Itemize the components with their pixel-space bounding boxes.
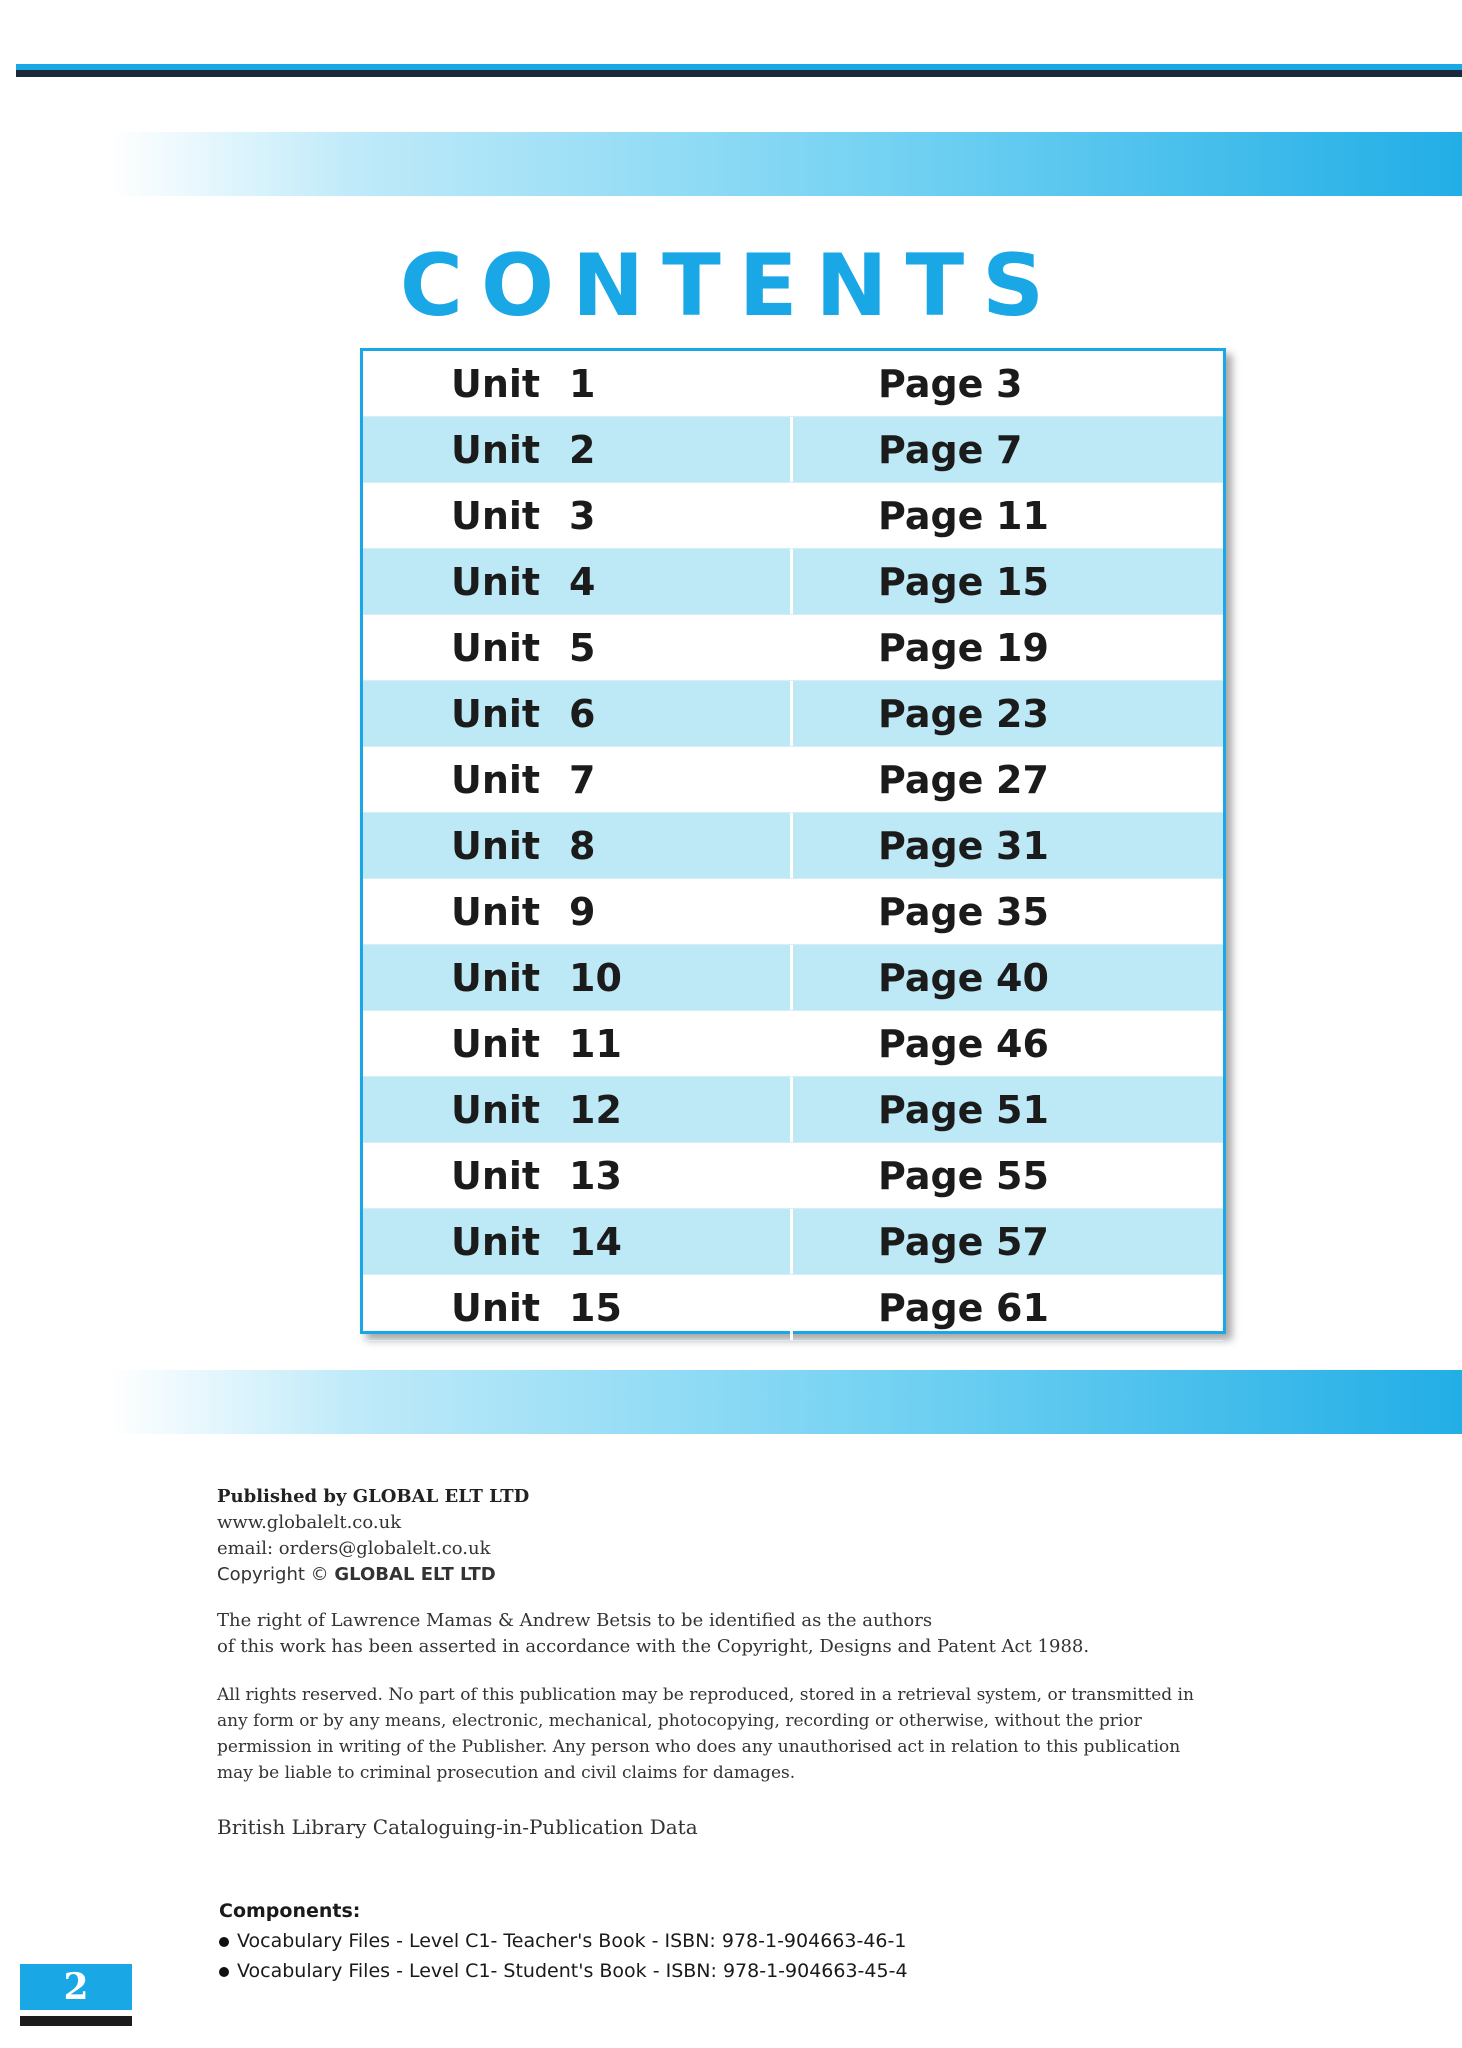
toc-unit-cell: [363, 351, 793, 416]
toc-page-number: 55: [996, 1153, 1049, 1198]
toc-unit-label: Unit: [451, 427, 541, 472]
toc-unit-cell: [363, 417, 793, 482]
toc-unit-number: 1: [569, 361, 596, 406]
toc-unit-number: 8: [569, 823, 596, 868]
toc-unit-cell: [363, 813, 793, 878]
toc-unit-number: 9: [569, 889, 596, 934]
toc-unit-number: 2: [569, 427, 596, 472]
copyright-line: [217, 1562, 1217, 1588]
toc-row: [363, 813, 1223, 879]
toc-unit-label: Unit: [451, 1285, 541, 1330]
toc-page-number: 11: [996, 493, 1049, 538]
top-rule: [16, 64, 1462, 77]
toc-page-label: Page: [878, 955, 984, 1000]
toc-page-label: Page: [878, 361, 984, 406]
toc-page-label: Page: [878, 625, 984, 670]
toc-unit-cell: [363, 1209, 793, 1274]
toc-page-label: Page: [878, 1285, 984, 1330]
toc-unit-label: Unit: [451, 1153, 541, 1198]
publisher-email: email: orders@globalelt.co.uk: [217, 1538, 491, 1559]
toc-unit-number: 14: [569, 1219, 622, 1264]
toc-row: [363, 879, 1223, 945]
toc-unit-number: 7: [569, 757, 596, 802]
toc-page-number: 31: [996, 823, 1049, 868]
bullet-icon: [219, 1967, 229, 1977]
toc-unit-cell: [363, 747, 793, 812]
toc-row: [363, 1077, 1223, 1143]
copyright-prefix: Copyright ©: [217, 1564, 335, 1585]
toc-row: [363, 417, 1223, 483]
toc-unit-label: Unit: [451, 691, 541, 736]
toc-page-label: Page: [878, 1087, 984, 1132]
toc-unit-number: 10: [569, 955, 622, 1000]
toc-unit-number: 11: [569, 1021, 622, 1066]
toc-unit-cell: [363, 1011, 793, 1076]
toc-page-number: 15: [996, 559, 1049, 604]
component-item-text: Vocabulary Files - Level C1- Teacher's Book - ISBN: 978-1-904663-46-1: [237, 1930, 907, 1952]
component-item: [219, 1956, 908, 1986]
page-number-badge: [20, 1964, 132, 2028]
toc-page-number: 57: [996, 1219, 1049, 1264]
toc-row: [363, 351, 1223, 417]
bullet-icon: [219, 1937, 229, 1947]
component-item: [219, 1926, 908, 1956]
toc-unit-number: 13: [569, 1153, 622, 1198]
toc-page-cell: [793, 1209, 1223, 1274]
toc-row: [363, 1143, 1223, 1209]
toc-unit-label: Unit: [451, 493, 541, 538]
toc-page-cell: [793, 417, 1223, 482]
toc-row: [363, 681, 1223, 747]
toc-page-cell: [793, 1275, 1223, 1340]
toc-page-label: Page: [878, 691, 984, 736]
toc-unit-label: Unit: [451, 1087, 541, 1132]
page-number-bar: [20, 2016, 132, 2026]
toc-unit-cell: [363, 945, 793, 1010]
toc-unit-number: 5: [569, 625, 596, 670]
toc-row: [363, 1275, 1223, 1341]
toc-page-number: 19: [996, 625, 1049, 670]
toc-unit-label: Unit: [451, 625, 541, 670]
toc-unit-cell: [363, 1275, 793, 1340]
copyright-holder: GLOBAL ELT LTD: [334, 1564, 496, 1585]
toc-row: [363, 1011, 1223, 1077]
toc-page-cell: [793, 615, 1223, 680]
toc-unit-cell: [363, 681, 793, 746]
toc-page-cell: [793, 351, 1223, 416]
authors-line-1: The right of Lawrence Mamas & Andrew Betsis to be identified as the authors: [217, 1610, 933, 1631]
toc-unit-cell: [363, 1077, 793, 1142]
components-heading: Components:: [219, 1900, 361, 1922]
contents-table: [360, 348, 1226, 1334]
toc-page-label: Page: [878, 559, 984, 604]
toc-unit-cell: [363, 549, 793, 614]
page-title: CONTENTS: [399, 236, 1063, 336]
toc-unit-cell: [363, 483, 793, 548]
toc-page-number: 61: [996, 1285, 1049, 1330]
toc-page-label: Page: [878, 889, 984, 934]
top-gradient-band: [110, 132, 1462, 196]
page-number: 2: [20, 1964, 132, 2010]
toc-row: [363, 483, 1223, 549]
toc-page-label: Page: [878, 493, 984, 538]
toc-page-number: 35: [996, 889, 1049, 934]
toc-page-cell: [793, 1011, 1223, 1076]
bottom-gradient-band: [110, 1370, 1462, 1434]
published-by: Published by GLOBAL ELT LTD: [217, 1486, 530, 1507]
toc-row: [363, 1209, 1223, 1275]
toc-page-cell: [793, 945, 1223, 1010]
toc-page-number: 7: [996, 427, 1023, 472]
cataloguing-data: British Library Cataloguing-in-Publication Data: [217, 1815, 698, 1839]
toc-page-label: Page: [878, 823, 984, 868]
component-item-text: Vocabulary Files - Level C1- Student's Book - ISBN: 978-1-904663-45-4: [237, 1960, 908, 1982]
components-list: [219, 1900, 908, 1986]
authors-line-2: of this work has been asserted in accordance with the Copyright, Designs and Patent Act 1988.: [217, 1636, 1090, 1657]
toc-page-cell: [793, 1143, 1223, 1208]
publisher-info: [217, 1484, 1217, 1840]
toc-unit-number: 15: [569, 1285, 622, 1330]
toc-unit-label: Unit: [451, 889, 541, 934]
rights-statement: All rights reserved. No part of this publication may be reproduced, stored in a retrieval system, or transmitted in any form or by any means, electronic, mechanical, photocopying, recording or otherwise, without the prior permission in writing of the Publisher. Any person who does any unauthorised act in relation to this publication may be liable to criminal prosecution and civil claims for damages.: [217, 1685, 1194, 1783]
toc-unit-label: Unit: [451, 955, 541, 1000]
toc-unit-label: Unit: [451, 823, 541, 868]
toc-page-cell: [793, 879, 1223, 944]
toc-page-cell: [793, 1077, 1223, 1142]
toc-unit-cell: [363, 1143, 793, 1208]
toc-page-number: 27: [996, 757, 1049, 802]
toc-row: [363, 945, 1223, 1011]
toc-page-number: 51: [996, 1087, 1049, 1132]
toc-page-number: 40: [996, 955, 1049, 1000]
toc-page-label: Page: [878, 1021, 984, 1066]
toc-page-number: 46: [996, 1021, 1049, 1066]
toc-page-cell: [793, 483, 1223, 548]
toc-page-label: Page: [878, 427, 984, 472]
toc-page-cell: [793, 747, 1223, 812]
toc-unit-number: 4: [569, 559, 596, 604]
toc-unit-cell: [363, 879, 793, 944]
toc-page-cell: [793, 813, 1223, 878]
toc-unit-label: Unit: [451, 559, 541, 604]
toc-page-cell: [793, 681, 1223, 746]
toc-page-label: Page: [878, 1219, 984, 1264]
toc-unit-label: Unit: [451, 1219, 541, 1264]
toc-page-label: Page: [878, 1153, 984, 1198]
toc-unit-number: 3: [569, 493, 596, 538]
toc-row: [363, 615, 1223, 681]
publisher-website: www.globalelt.co.uk: [217, 1512, 402, 1533]
toc-page-number: 23: [996, 691, 1049, 736]
toc-page-cell: [793, 549, 1223, 614]
toc-row: [363, 747, 1223, 813]
toc-unit-label: Unit: [451, 1021, 541, 1066]
toc-unit-cell: [363, 615, 793, 680]
toc-unit-label: Unit: [451, 361, 541, 406]
toc-unit-label: Unit: [451, 757, 541, 802]
toc-page-label: Page: [878, 757, 984, 802]
toc-row: [363, 549, 1223, 615]
toc-unit-number: 6: [569, 691, 596, 736]
toc-unit-number: 12: [569, 1087, 622, 1132]
toc-page-number: 3: [996, 361, 1023, 406]
